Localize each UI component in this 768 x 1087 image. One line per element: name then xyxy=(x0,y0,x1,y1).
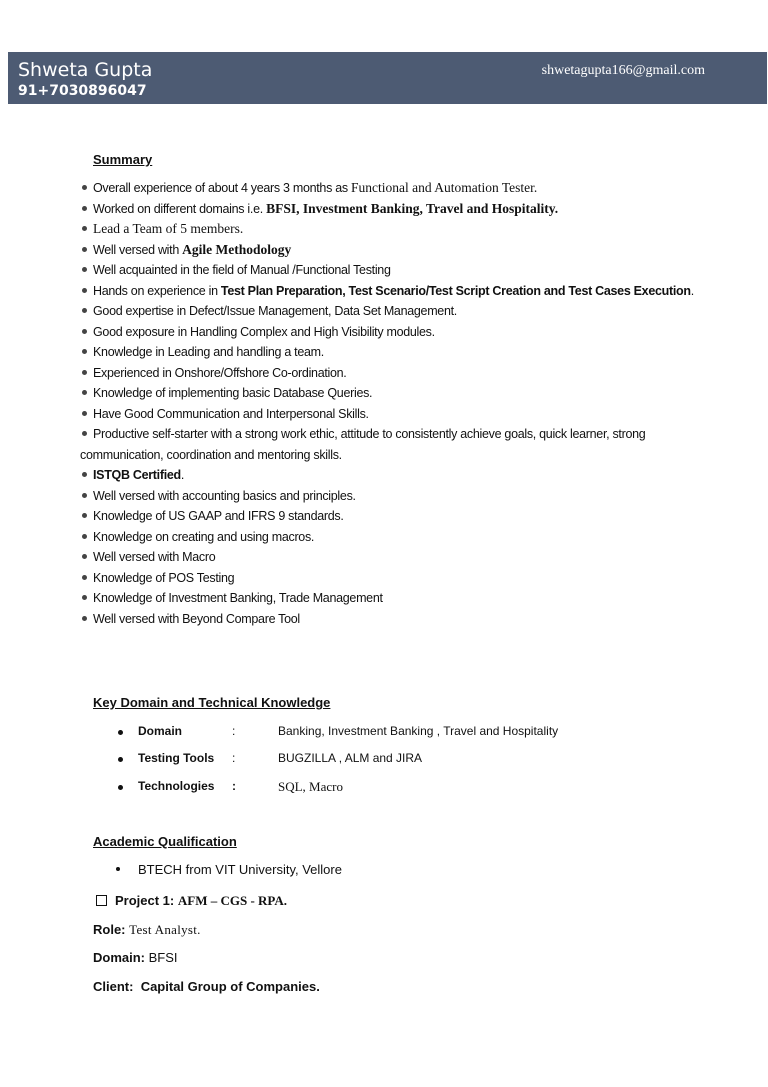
summary-item-text: Worked on different domains i.e. xyxy=(93,201,267,216)
bullet-icon xyxy=(82,226,87,231)
summary-item-text: Agile Methodology xyxy=(182,241,292,257)
summary-item-text: Well versed with xyxy=(93,242,183,257)
summary-item xyxy=(80,363,700,384)
bullet-icon xyxy=(82,206,87,211)
academic-item-text: BTECH from VIT University, Vellore xyxy=(138,862,342,877)
project-domain xyxy=(93,950,178,965)
domain-value: BFSI xyxy=(148,950,178,965)
bullet-icon xyxy=(82,247,87,252)
summary-item-text: . xyxy=(180,468,185,482)
bullet-icon xyxy=(82,349,87,354)
client-label: Client: xyxy=(93,979,134,994)
summary-item xyxy=(80,547,700,568)
domain-label: Domain: xyxy=(93,950,145,965)
bullet-icon xyxy=(82,370,87,375)
summary-item-text: Knowledge in Leading and handling a team. xyxy=(93,345,324,359)
project-heading xyxy=(96,893,287,909)
project-label: Project 1: xyxy=(115,893,175,908)
summary-item-text: Good expertise in Defect/Issue Management, Data Set Management. xyxy=(93,304,457,318)
summary-item-text: . xyxy=(690,283,694,298)
summary-item-text: Overall experience of about 4 years 3 months as xyxy=(93,181,351,195)
summary-item xyxy=(80,301,700,322)
bullet-icon xyxy=(82,267,87,272)
summary-item-text: BFSI, Investment Banking, Travel and Hospitality. xyxy=(266,200,559,216)
bullet-icon xyxy=(82,431,87,436)
candidate-name: Shweta Gupta xyxy=(18,59,153,81)
summary-item xyxy=(80,383,700,404)
key-domain-value: SQL, Macro xyxy=(278,779,343,794)
phone-number: 91+7030896047 xyxy=(18,83,147,99)
bullet-icon xyxy=(118,757,123,762)
academic-title: Academic Qualification xyxy=(93,834,237,849)
summary-item-text: Productive self-starter with a strong work ethic, attitude to consistently achieve goals, quick learner, strong communication, coordination and mentoring skills. xyxy=(80,427,646,462)
bullet-icon xyxy=(82,554,87,559)
bullet-icon xyxy=(82,288,87,293)
summary-item xyxy=(80,260,700,281)
project-role xyxy=(93,922,201,938)
summary-item-text: ISTQB Certified xyxy=(93,468,181,482)
bullet-icon xyxy=(118,730,123,735)
key-domain-value: BUGZILLA , ALM and JIRA xyxy=(278,751,423,765)
bullet-icon xyxy=(116,867,120,871)
summary-list xyxy=(80,178,700,629)
bullet-icon xyxy=(82,390,87,395)
summary-item-text: Well versed with Macro xyxy=(93,550,216,564)
key-domain-value: Banking, Investment Banking , Travel and Hospitality xyxy=(278,724,559,738)
bullet-icon xyxy=(82,534,87,539)
bullet-icon xyxy=(118,785,123,790)
summary-item-text: Well acquainted in the field of Manual /Functional Testing xyxy=(93,263,391,277)
email-address: shwetagupta166@gmail.com xyxy=(541,63,705,78)
bullet-icon xyxy=(82,411,87,416)
summary-item xyxy=(80,219,700,240)
bullet-icon xyxy=(82,185,87,190)
summary-item xyxy=(80,506,700,527)
summary-item xyxy=(80,568,700,589)
summary-item-text: Knowledge of implementing basic Database Queries. xyxy=(93,386,373,400)
client-value: Capital Group of Companies. xyxy=(140,979,320,994)
key-domain-colon: : xyxy=(232,724,236,738)
header-banner xyxy=(8,52,767,104)
key-domain-colon: : xyxy=(232,779,236,793)
summary-item-text: Lead a Team of 5 members. xyxy=(93,221,244,236)
summary-item-text: Well versed with accounting basics and principles. xyxy=(93,488,356,503)
summary-item xyxy=(80,281,700,302)
summary-item-text: Knowledge on creating and using macros. xyxy=(93,529,315,544)
summary-item-text: Knowledge of POS Testing xyxy=(93,570,235,585)
summary-item xyxy=(80,178,700,199)
role-value: Test Analyst. xyxy=(129,922,201,937)
summary-item-text: Knowledge of Investment Banking, Trade Management xyxy=(93,591,383,605)
summary-title: Summary xyxy=(93,152,153,167)
bullet-icon xyxy=(82,308,87,313)
project-client xyxy=(93,979,320,994)
checkbox-bullet-icon xyxy=(96,895,107,906)
key-domain-colon: : xyxy=(232,751,236,765)
bullet-icon xyxy=(82,616,87,621)
summary-item xyxy=(80,486,700,507)
summary-item xyxy=(80,404,700,425)
summary-item xyxy=(80,240,700,261)
summary-item xyxy=(80,424,700,465)
summary-item-text: Knowledge of US GAAP and IFRS 9 standards. xyxy=(93,509,344,523)
summary-item xyxy=(80,199,700,220)
bullet-icon xyxy=(82,575,87,580)
summary-item xyxy=(80,322,700,343)
summary-item xyxy=(80,342,700,363)
key-domain-label: Testing Tools xyxy=(138,751,215,765)
summary-item xyxy=(80,588,700,609)
key-domain-title: Key Domain and Technical Knowledge xyxy=(93,695,331,710)
summary-item xyxy=(80,609,700,630)
bullet-icon xyxy=(82,595,87,600)
summary-item-text: Test Plan Preparation, Test Scenario/Test Script Creation and Test Cases Execution xyxy=(220,283,691,298)
bullet-icon xyxy=(82,513,87,518)
key-domain-label: Technologies xyxy=(138,779,215,793)
bullet-icon xyxy=(82,472,87,477)
summary-item xyxy=(80,527,700,548)
summary-item-text: Experienced in Onshore/Offshore Co-ordination. xyxy=(93,365,347,380)
bullet-icon xyxy=(82,493,87,498)
role-label: Role: xyxy=(93,922,126,937)
project-name: AFM – CGS - RPA. xyxy=(177,893,288,908)
bullet-icon xyxy=(82,329,87,334)
summary-item-text: Good exposure in Handling Complex and High Visibility modules. xyxy=(93,324,435,339)
summary-item xyxy=(80,465,700,486)
academic-item xyxy=(116,862,342,877)
summary-item-text: Hands on experience in xyxy=(93,283,221,298)
summary-item-text: Functional and Automation Tester. xyxy=(350,180,538,195)
summary-item-text: Well versed with Beyond Compare Tool xyxy=(93,611,300,626)
summary-item-text: Have Good Communication and Interpersonal Skills. xyxy=(93,406,369,421)
key-domain-label: Domain xyxy=(138,724,183,738)
